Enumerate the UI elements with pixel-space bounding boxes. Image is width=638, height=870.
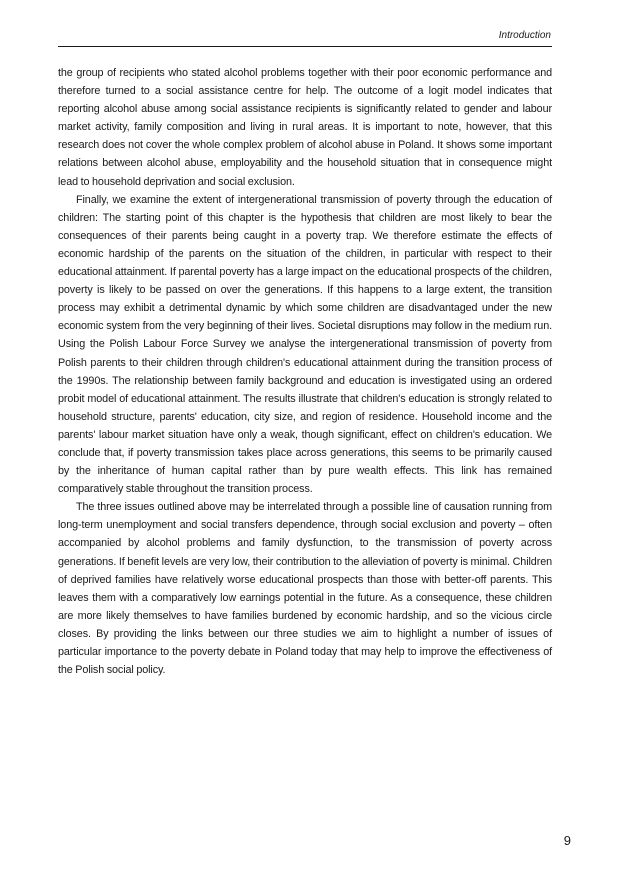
paragraph-intergenerational-transmission: Finally, we examine the extent of intergenerational transmission of poverty through the education of children: The starting point of this chapter is the hypothesis that children are most likely to bear the consequences of their parents being caught in a poverty trap. We therefore estimate the effects of economic hardship of the parents on the situation of the children, in particular with respect to their educational attainment. If parental poverty has a large impact on the educational prospects of the children, poverty is likely to be passed on over the generations. If this happens to a large extent, the transition process may exhibit a detrimental dynamic by which some children are disadvantaged under the new economic system from the very beginning of their lives. Societal disruptions may follow in the medium run. Using the Polish Labour Force Survey we analyse the intergenerational transmission of poverty from Polish parents to their children through children's educational attainment during the transition process of the 1990s. The relationship between family background and education is investigated using an ordered probit model of educational attainment. The results illustrate that children's education is strongly related to household structure, parents' education, city size, and region of residence. Household income and the parents' labour market situation have only a weak, though significant, effect on children's education. We conclude that, if poverty transmission takes place across generations, this seems to be primarily caused by the inheritance of human capital rather than by pure wealth effects. This link has remained comparatively stable throughout the transition process. <box>58 193 552 496</box>
paragraph-continuation: the group of recipients who stated alcohol problems together with their poor economic performance and therefore turned to a social assistance centre for help. The outcome of a logit model indicates that reporting alcohol abuse among social assistance recipients is significantly related to gender and labour market activity, family composition and living in rural areas. It is important to note, however, that this research does not cover the whole complex problem of alcohol abuse in Poland. It shows some important relations between alcohol abuse, employability and the household situation that in consequence might lead to household deprivation and social exclusion. <box>58 67 552 188</box>
paragraph-interrelated-issues: The three issues outlined above may be interrelated through a possible line of causation running from long-term unemployment and social transfers dependence, through social exclusion and poverty – often accompanied by alcohol problems and family dysfunction, to the transmission of poverty across generations. If benefit levels are very low, their contribution to the alleviation of poverty is minimal. Children of deprived families have relatively worse educational prospects than those with better-off parents. This leaves them with a comparatively low earnings potential in the future. As a consequence, these children are more likely themselves to have families burdened by economic hardship, and so the vicious circle closes. By providing the links between our three studies we aim to highlight a number of issues of particular importance to the poverty debate in Poland today that may help to improve the effectiveness of the Polish social policy. <box>58 501 552 677</box>
running-header-title: Introduction <box>498 30 551 41</box>
header-rule <box>58 46 552 47</box>
page-number: 9 <box>563 833 571 848</box>
body-text <box>58 64 552 679</box>
